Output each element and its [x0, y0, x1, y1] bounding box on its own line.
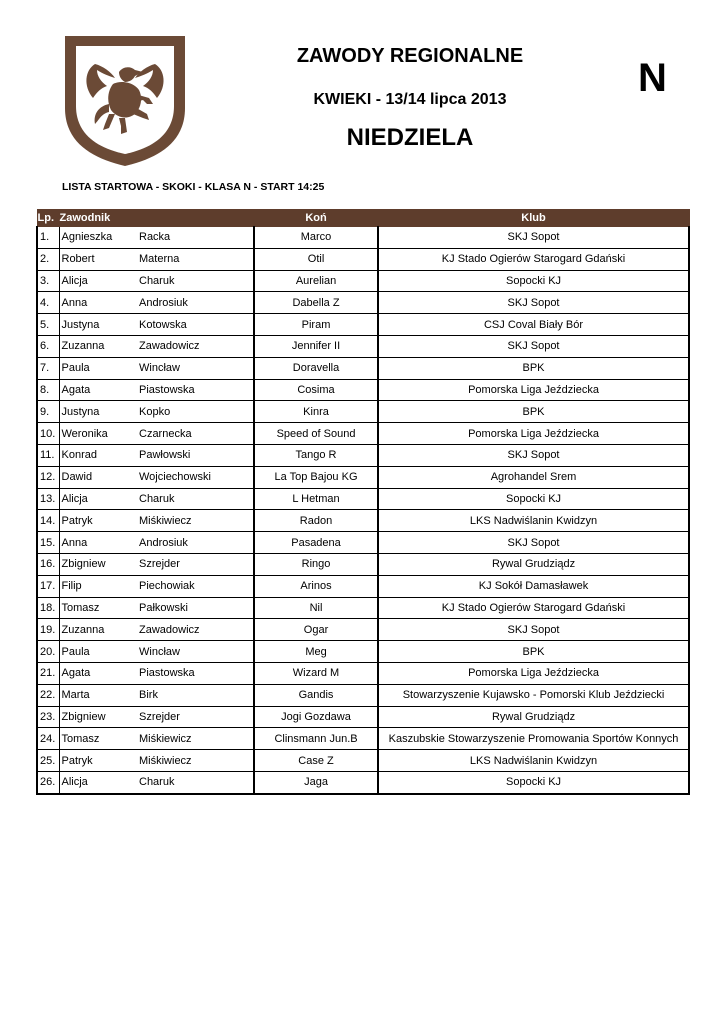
- event-location-date: KWIEKI - 13/14 lipca 2013: [313, 91, 507, 108]
- rider-lp: 18.: [37, 597, 59, 619]
- club-name: KJ Sokół Damasławek: [378, 575, 689, 597]
- rider-last-name: Czarnecka: [137, 423, 254, 445]
- table-row: [37, 401, 689, 423]
- rider-last-name: Kopko: [137, 401, 254, 423]
- horse-name: Gandis: [254, 684, 378, 706]
- rider-lp: 21.: [37, 662, 59, 684]
- rider-lp: 22.: [37, 684, 59, 706]
- club-name: KJ Stado Ogierów Starogard Gdański: [378, 248, 689, 270]
- table-row: [37, 597, 689, 619]
- table-row: [37, 423, 689, 445]
- rider-lp: 3.: [37, 270, 59, 292]
- rider-first-name: Agata: [59, 662, 137, 684]
- rider-lp: 11.: [37, 444, 59, 466]
- club-name: BPK: [378, 401, 689, 423]
- horse-name: Tango R: [254, 444, 378, 466]
- club-name: SKJ Sopot: [378, 619, 689, 641]
- rider-lp: 2.: [37, 248, 59, 270]
- column-header-club: Klub: [378, 210, 689, 227]
- table-row: [37, 510, 689, 532]
- table-row: [37, 684, 689, 706]
- rider-lp: 6.: [37, 335, 59, 357]
- rider-first-name: Zbigniew: [59, 553, 137, 575]
- rider-last-name: Piechowiak: [137, 575, 254, 597]
- horse-name: Nil: [254, 597, 378, 619]
- rider-lp: 25.: [37, 750, 59, 772]
- rider-first-name: Zuzanna: [59, 619, 137, 641]
- horse-name: Radon: [254, 510, 378, 532]
- rider-first-name: Justyna: [59, 401, 137, 423]
- event-day: NIEDZIELA: [346, 124, 474, 151]
- event-title: ZAWODY REGIONALNE: [296, 45, 524, 67]
- horse-name: Kinra: [254, 401, 378, 423]
- rider-last-name: Androsiuk: [137, 532, 254, 554]
- rider-first-name: Agnieszka: [59, 227, 137, 249]
- rider-lp: 23.: [37, 706, 59, 728]
- rider-first-name: Anna: [59, 532, 137, 554]
- rider-lp: 14.: [37, 510, 59, 532]
- horse-name: Piram: [254, 314, 378, 336]
- table-row: [37, 466, 689, 488]
- club-name: Sopocki KJ: [378, 771, 689, 793]
- rider-first-name: Alicja: [59, 270, 137, 292]
- table-row: [37, 335, 689, 357]
- rider-last-name: Pawłowski: [137, 444, 254, 466]
- rider-first-name: Tomasz: [59, 728, 137, 750]
- column-header-horse: Koń: [254, 210, 378, 227]
- rider-lp: 19.: [37, 619, 59, 641]
- rider-first-name: Agata: [59, 379, 137, 401]
- table-row: [37, 619, 689, 641]
- rider-last-name: Szrejder: [137, 706, 254, 728]
- column-header-lp: Lp.: [37, 210, 59, 227]
- club-name: Kaszubskie Stowarzyszenie Promowania Sportów Konnych: [378, 728, 689, 750]
- rider-first-name: Alicja: [59, 488, 137, 510]
- table-header-row: [37, 210, 689, 227]
- rider-last-name: Racka: [137, 227, 254, 249]
- horse-name: Marco: [254, 227, 378, 249]
- rider-first-name: Konrad: [59, 444, 137, 466]
- rider-last-name: Charuk: [137, 270, 254, 292]
- table-row: [37, 662, 689, 684]
- rider-last-name: Wincław: [137, 357, 254, 379]
- rider-first-name: Dawid: [59, 466, 137, 488]
- rider-lp: 5.: [37, 314, 59, 336]
- club-name: LKS Nadwiślanin Kwidzyn: [378, 510, 689, 532]
- rider-lp: 24.: [37, 728, 59, 750]
- club-name: Rywal Grudziądz: [378, 553, 689, 575]
- rider-first-name: Weronika: [59, 423, 137, 445]
- horse-name: Arinos: [254, 575, 378, 597]
- rider-last-name: Pałkowski: [137, 597, 254, 619]
- rider-lp: 16.: [37, 553, 59, 575]
- horse-name: Ogar: [254, 619, 378, 641]
- horse-name: L Hetman: [254, 488, 378, 510]
- rider-last-name: Miśkiwiecz: [137, 750, 254, 772]
- rider-last-name: Miśkiwiecz: [137, 510, 254, 532]
- rider-last-name: Materna: [137, 248, 254, 270]
- club-name: Pomorska Liga Jeździecka: [378, 662, 689, 684]
- table-row: [37, 532, 689, 554]
- rider-lp: 13.: [37, 488, 59, 510]
- horse-name: Wizard M: [254, 662, 378, 684]
- table-row: [37, 357, 689, 379]
- rider-last-name: Charuk: [137, 771, 254, 793]
- horse-name: Doravella: [254, 357, 378, 379]
- rider-first-name: Zbigniew: [59, 706, 137, 728]
- rider-lp: 9.: [37, 401, 59, 423]
- rider-lp: 1.: [37, 227, 59, 249]
- start-list-subtitle: LISTA STARTOWA - SKOKI - KLASA N - START 14:25: [62, 181, 325, 193]
- horse-name: Jogi Gozdawa: [254, 706, 378, 728]
- rider-first-name: Alicja: [59, 771, 137, 793]
- club-name: KJ Stado Ogierów Starogard Gdański: [378, 597, 689, 619]
- rider-first-name: Marta: [59, 684, 137, 706]
- rider-lp: 10.: [37, 423, 59, 445]
- rider-last-name: Androsiuk: [137, 292, 254, 314]
- rider-lp: 20.: [37, 641, 59, 663]
- club-name: BPK: [378, 357, 689, 379]
- club-name: LKS Nadwiślanin Kwidzyn: [378, 750, 689, 772]
- rider-last-name: Charuk: [137, 488, 254, 510]
- table-row: [37, 575, 689, 597]
- table-row: [37, 488, 689, 510]
- column-header-rider: Zawodnik: [59, 210, 254, 227]
- rider-lp: 17.: [37, 575, 59, 597]
- rider-lp: 12.: [37, 466, 59, 488]
- club-name: Agrohandel Srem: [378, 466, 689, 488]
- griffin-shield-icon: [63, 34, 187, 168]
- rider-lp: 8.: [37, 379, 59, 401]
- horse-name: Case Z: [254, 750, 378, 772]
- table-row: [37, 444, 689, 466]
- rider-last-name: Piastowska: [137, 379, 254, 401]
- club-name: SKJ Sopot: [378, 335, 689, 357]
- rider-first-name: Justyna: [59, 314, 137, 336]
- table-row: [37, 706, 689, 728]
- rider-first-name: Filip: [59, 575, 137, 597]
- rider-last-name: Kotowska: [137, 314, 254, 336]
- rider-last-name: Zawadowicz: [137, 335, 254, 357]
- rider-last-name: Birk: [137, 684, 254, 706]
- rider-last-name: Wojciechowski: [137, 466, 254, 488]
- horse-name: Dabella Z: [254, 292, 378, 314]
- table-row: [37, 292, 689, 314]
- table-row: [37, 728, 689, 750]
- horse-name: La Top Bajou KG: [254, 466, 378, 488]
- rider-first-name: Paula: [59, 357, 137, 379]
- club-name: SKJ Sopot: [378, 532, 689, 554]
- rider-last-name: Piastowska: [137, 662, 254, 684]
- table-row: [37, 314, 689, 336]
- club-name: Sopocki KJ: [378, 488, 689, 510]
- club-name: Pomorska Liga Jeździecka: [378, 379, 689, 401]
- rider-first-name: Tomasz: [59, 597, 137, 619]
- start-list-table: [36, 209, 690, 795]
- horse-name: Pasadena: [254, 532, 378, 554]
- rider-lp: 7.: [37, 357, 59, 379]
- rider-first-name: Robert: [59, 248, 137, 270]
- rider-lp: 4.: [37, 292, 59, 314]
- horse-name: Jaga: [254, 771, 378, 793]
- club-name: SKJ Sopot: [378, 292, 689, 314]
- rider-first-name: Paula: [59, 641, 137, 663]
- rider-last-name: Wincław: [137, 641, 254, 663]
- rider-last-name: Miśkiewicz: [137, 728, 254, 750]
- club-name: SKJ Sopot: [378, 444, 689, 466]
- horse-name: Meg: [254, 641, 378, 663]
- club-name: SKJ Sopot: [378, 227, 689, 249]
- horse-name: Otil: [254, 248, 378, 270]
- class-letter: N: [638, 56, 667, 100]
- table-row: [37, 227, 689, 249]
- rider-first-name: Patryk: [59, 510, 137, 532]
- club-name: Stowarzyszenie Kujawsko - Pomorski Klub Jeździecki: [378, 684, 689, 706]
- horse-name: Speed of Sound: [254, 423, 378, 445]
- table-row: [37, 248, 689, 270]
- horse-name: Aurelian: [254, 270, 378, 292]
- rider-last-name: Szrejder: [137, 553, 254, 575]
- horse-name: Cosima: [254, 379, 378, 401]
- table-row: [37, 553, 689, 575]
- rider-first-name: Anna: [59, 292, 137, 314]
- horse-name: Jennifer II: [254, 335, 378, 357]
- table-row: [37, 750, 689, 772]
- table-row: [37, 771, 689, 793]
- club-name: Sopocki KJ: [378, 270, 689, 292]
- club-name: CSJ Coval Biały Bór: [378, 314, 689, 336]
- club-name: Pomorska Liga Jeździecka: [378, 423, 689, 445]
- rider-first-name: Zuzanna: [59, 335, 137, 357]
- rider-first-name: Patryk: [59, 750, 137, 772]
- horse-name: Ringo: [254, 553, 378, 575]
- rider-last-name: Zawadowicz: [137, 619, 254, 641]
- horse-name: Clinsmann Jun.B: [254, 728, 378, 750]
- rider-lp: 15.: [37, 532, 59, 554]
- table-row: [37, 641, 689, 663]
- rider-lp: 26.: [37, 771, 59, 793]
- club-name: BPK: [378, 641, 689, 663]
- club-name: Rywal Grudziądz: [378, 706, 689, 728]
- table-row: [37, 270, 689, 292]
- table-row: [37, 379, 689, 401]
